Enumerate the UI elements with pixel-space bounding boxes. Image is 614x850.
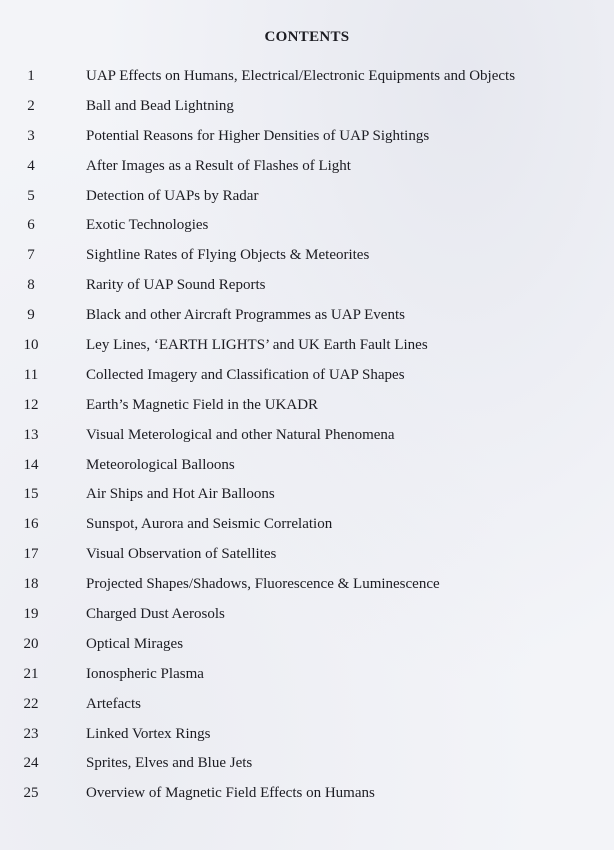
toc-entry-title: UAP Effects on Humans, Electrical/Electronic Equipments and Objects	[86, 68, 516, 84]
toc-entry-number: 4	[27, 157, 35, 174]
toc-entry-title: Sprites, Elves and Blue Jets	[86, 755, 253, 772]
toc-entry-title: Overview of Magnetic Field Effects on Humans	[86, 785, 375, 802]
toc-entry	[0, 600, 614, 630]
toc-entry	[0, 62, 614, 92]
toc-entry-number: 15	[23, 486, 39, 503]
toc-entry-title: After Images as a Result of Flashes of Light	[86, 157, 351, 174]
toc-entry-number: 2	[27, 97, 35, 114]
toc-entry-number: 21	[23, 665, 39, 682]
toc-entry	[0, 510, 614, 540]
toc-entry-number: 1	[27, 68, 35, 84]
toc-entry	[0, 451, 614, 481]
toc-entry-number: 11	[23, 366, 39, 383]
toc-entry-title: Ionospheric Plasma	[86, 665, 204, 682]
toc-entry-title: Ball and Bead Lightning	[86, 97, 234, 114]
toc-entry-number: 20	[23, 635, 39, 652]
toc-entry-number: 19	[23, 606, 39, 623]
toc-entry	[0, 749, 614, 779]
toc-entry	[0, 152, 614, 182]
table-of-contents	[0, 62, 614, 809]
toc-entry-number: 5	[27, 187, 35, 204]
toc-entry-title: Optical Mirages	[86, 635, 184, 652]
toc-entry-title: Artefacts	[86, 695, 141, 712]
toc-entry-title: Linked Vortex Rings	[86, 725, 211, 742]
toc-entry-number: 18	[23, 576, 39, 593]
toc-entry-number: 17	[23, 546, 39, 563]
toc-entry-title: Exotic Technologies	[86, 217, 209, 234]
toc-entry-title: Meteorological Balloons	[86, 456, 235, 473]
toc-entry-title: Rarity of UAP Sound Reports	[86, 277, 266, 294]
toc-entry	[0, 211, 614, 241]
toc-entry-number: 22	[23, 695, 39, 712]
toc-entry	[0, 92, 614, 122]
toc-entry	[0, 241, 614, 271]
toc-entry	[0, 570, 614, 600]
toc-entry-number: 9	[27, 307, 35, 324]
toc-entry	[0, 391, 614, 421]
toc-entry	[0, 301, 614, 331]
toc-entry-title: Sunspot, Aurora and Seismic Correlation	[86, 516, 333, 533]
toc-entry-title: Earth’s Magnetic Field in the UKADR	[86, 396, 319, 413]
toc-entry	[0, 630, 614, 660]
page-title: CONTENTS	[264, 29, 350, 45]
toc-entry-title: Air Ships and Hot Air Balloons	[86, 486, 275, 503]
toc-entry-number: 13	[23, 426, 39, 443]
toc-entry-title: Visual Observation of Satellites	[86, 546, 277, 563]
toc-entry	[0, 720, 614, 750]
toc-entry-number: 24	[23, 755, 39, 772]
toc-entry-number: 8	[27, 277, 35, 294]
toc-entry-number: 25	[23, 785, 39, 802]
toc-entry-number: 23	[23, 725, 39, 742]
toc-entry	[0, 271, 614, 301]
toc-entry-title: Charged Dust Aerosols	[86, 606, 225, 623]
toc-entry-number: 14	[23, 456, 39, 473]
toc-entry	[0, 331, 614, 361]
toc-entry-title: Sightline Rates of Flying Objects & Meteorites	[86, 247, 370, 264]
toc-entry	[0, 122, 614, 152]
toc-entry	[0, 421, 614, 451]
toc-entry-title: Collected Imagery and Classification of UAP Shapes	[86, 366, 405, 383]
toc-entry-number: 12	[23, 396, 39, 413]
toc-entry-number: 6	[27, 217, 35, 234]
toc-entry	[0, 690, 614, 720]
toc-entry-number: 10	[23, 337, 39, 354]
toc-entry-number: 16	[23, 516, 39, 533]
toc-entry-title: Black and other Aircraft Programmes as UAP Events	[86, 307, 405, 324]
toc-entry-number: 3	[27, 127, 35, 144]
toc-entry-title: Visual Meterological and other Natural Phenomena	[86, 426, 395, 443]
toc-entry	[0, 540, 614, 570]
toc-entry-number: 7	[27, 247, 35, 264]
toc-entry-title: Potential Reasons for Higher Densities of UAP Sightings	[86, 127, 430, 144]
toc-entry	[0, 182, 614, 212]
toc-entry	[0, 361, 614, 391]
toc-entry	[0, 480, 614, 510]
toc-entry	[0, 660, 614, 690]
toc-entry	[0, 779, 614, 809]
toc-entry-title: Detection of UAPs by Radar	[86, 187, 259, 204]
toc-entry-title: Projected Shapes/Shadows, Fluorescence & Luminescence	[86, 576, 440, 593]
toc-entry-title: Ley Lines, ‘EARTH LIGHTS’ and UK Earth Fault Lines	[86, 337, 428, 354]
